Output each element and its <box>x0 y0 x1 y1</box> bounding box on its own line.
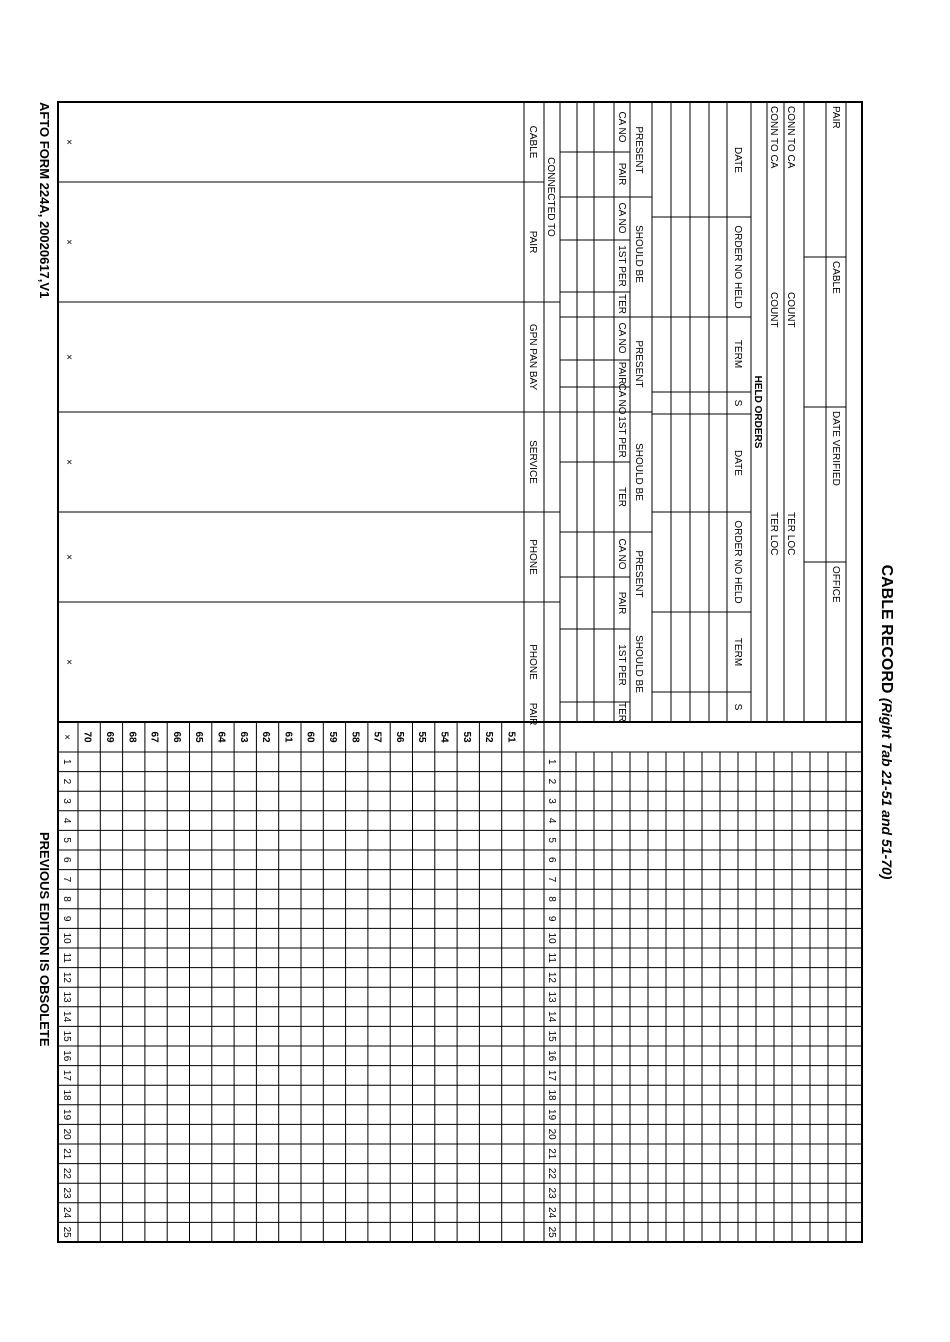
position-number-bottom: 12 <box>61 971 72 983</box>
position-number-top: 20 <box>546 1128 557 1140</box>
ho-order-1: ORDER NO HELD <box>732 225 743 309</box>
pair-number: 56 <box>393 731 405 743</box>
pair-number: 66 <box>170 731 182 743</box>
col-phone-2: PHONE <box>527 644 538 680</box>
position-number-bottom: 16 <box>61 1050 72 1062</box>
position-number-bottom: 15 <box>61 1030 72 1042</box>
position-number-top: 17 <box>546 1069 557 1081</box>
position-number-top: 6 <box>546 857 557 863</box>
position-number-top: 9 <box>546 915 557 922</box>
pair-number: 59 <box>326 731 338 743</box>
pair-label: PAIR <box>830 106 841 129</box>
position-number-top: 8 <box>546 896 557 902</box>
ca-no-3: CA NO <box>616 322 627 354</box>
should-be-2: SHOULD BE <box>633 443 644 501</box>
ca-no-1: CA NO <box>616 111 627 143</box>
position-number-top: 10 <box>546 932 557 944</box>
conn-to-ca-1: CONN TO CA <box>785 106 796 169</box>
present-1: PRESENT <box>633 126 644 174</box>
position-number-bottom: 18 <box>61 1089 72 1101</box>
position-number-top: 5 <box>546 837 557 843</box>
should-be-3: SHOULD BE <box>633 635 644 693</box>
office-label: OFFICE <box>830 566 841 603</box>
header-panel <box>58 102 862 725</box>
position-number-bottom: 14 <box>61 1011 72 1023</box>
edition-note: PREVIOUS EDITION IS OBSOLETE <box>37 832 52 1047</box>
col-pair: PAIR <box>527 230 538 254</box>
ca-no-2: CA NO <box>616 202 627 234</box>
form-title: CABLE RECORD (Right Tab 21-51 and 51-70) <box>878 564 895 880</box>
pair-number: 70 <box>81 731 93 743</box>
ter-loc-2: TER LOC <box>768 512 779 556</box>
col-gpn-pan-bay: GPN PAN BAY <box>527 323 538 391</box>
position-number-bottom: 17 <box>61 1069 72 1081</box>
cable-label: CABLE <box>830 261 841 294</box>
count-2: COUNT <box>768 292 779 328</box>
pair-number: 58 <box>349 731 361 743</box>
position-number-bottom: 23 <box>61 1187 72 1199</box>
position-number-top: 4 <box>546 817 557 824</box>
ho-term-1: TERM <box>732 339 743 369</box>
position-number-top: 11 <box>546 952 557 963</box>
position-number-top: 16 <box>546 1050 557 1062</box>
position-number-bottom: 4 <box>61 817 72 824</box>
ho-date-2: DATE <box>732 450 743 476</box>
pair-number: 54 <box>438 731 450 743</box>
pair-number: 55 <box>416 731 428 743</box>
date-verified-label: DATE VERIFIED <box>830 411 841 486</box>
ca-no-4: CA NO <box>616 383 627 415</box>
rotated-form-body <box>37 102 895 1242</box>
position-number-top: 13 <box>546 991 557 1003</box>
col-service: SERVICE <box>527 440 538 484</box>
position-number-top: 1 <box>546 759 557 765</box>
position-number-bottom: 3 <box>61 798 72 804</box>
position-number-top: 25 <box>546 1226 557 1238</box>
ca-no-5: CA NO <box>616 538 627 570</box>
position-number-top: 12 <box>546 971 557 983</box>
position-number-bottom: 25 <box>61 1226 72 1238</box>
position-number-bottom: 6 <box>61 857 72 863</box>
pair-number: 65 <box>193 731 205 743</box>
first-per-3: 1ST PER <box>616 644 627 686</box>
first-per-2: 1ST PER <box>616 416 627 458</box>
ho-order-2: ORDER NO HELD <box>732 520 743 604</box>
ter-loc-1: TER LOC <box>785 512 796 556</box>
position-number-bottom: 10 <box>61 932 72 944</box>
position-number-bottom: 5 <box>61 837 72 843</box>
position-number-top: 2 <box>546 778 557 785</box>
pair-number: 63 <box>237 731 249 743</box>
pair-number: 68 <box>126 731 138 743</box>
position-number-bottom: 11 <box>61 952 72 963</box>
position-number-top: 18 <box>546 1089 557 1101</box>
position-number-bottom: 13 <box>61 991 72 1003</box>
position-number-top: 3 <box>546 798 557 804</box>
ter-3: TER <box>616 702 627 722</box>
position-number-top: 23 <box>546 1187 557 1199</box>
col-phone-1: PHONE <box>527 539 538 575</box>
col-pair-right: PAIR <box>527 702 538 726</box>
pair-number: 60 <box>304 731 316 743</box>
x-mark: × <box>63 139 74 145</box>
position-number-bottom: 2 <box>61 778 72 785</box>
position-number-top: 19 <box>546 1109 557 1121</box>
count-1: COUNT <box>785 292 796 328</box>
pair-3: PAIR <box>616 591 627 615</box>
ho-term-2: TERM <box>732 637 743 667</box>
position-number-top: 22 <box>546 1167 557 1179</box>
position-number-bottom: 8 <box>61 896 72 902</box>
pair-position-grid <box>58 722 862 1242</box>
x-mark: × <box>63 554 74 560</box>
ter-1: TER <box>616 294 627 314</box>
position-number-bottom: 19 <box>61 1109 72 1121</box>
pair-number: 61 <box>282 731 294 743</box>
should-be-1: SHOULD BE <box>633 225 644 283</box>
x-mark: × <box>63 459 74 465</box>
pair-number: 62 <box>260 731 272 743</box>
position-number-bottom: 21 <box>61 1148 72 1160</box>
pair-number: 57 <box>371 731 383 743</box>
position-number-top: 21 <box>546 1148 557 1160</box>
position-number-top: 15 <box>546 1030 557 1042</box>
conn-to-ca-2: CONN TO CA <box>768 106 779 169</box>
pair-number: 51 <box>505 731 517 743</box>
position-number-top: 7 <box>546 876 557 883</box>
pair-1: PAIR <box>616 162 627 186</box>
first-per-1: 1ST PER <box>616 245 627 287</box>
x-mark: × <box>63 354 74 360</box>
position-number-top: 14 <box>546 1011 557 1023</box>
pair-number: 52 <box>483 731 495 743</box>
ter-2: TER <box>616 487 627 507</box>
position-number-bottom: 24 <box>61 1207 72 1219</box>
pair-number: 64 <box>215 731 227 743</box>
position-number-top: 24 <box>546 1207 557 1219</box>
position-number-bottom: 20 <box>61 1128 72 1140</box>
col-cable: CABLE <box>527 125 538 159</box>
x-mark: × <box>61 734 72 740</box>
form-id: AFTO FORM 224A, 20020617,V1 <box>37 102 52 299</box>
x-mark: × <box>63 239 74 245</box>
pair-number: 53 <box>460 731 472 743</box>
present-3: PRESENT <box>633 550 644 598</box>
position-number-bottom: 1 <box>61 759 72 765</box>
held-orders-title: HELD ORDERS <box>752 375 763 449</box>
ho-date-1: DATE <box>732 147 743 173</box>
x-mark: × <box>63 659 74 665</box>
pair-2: PAIR <box>616 361 627 385</box>
position-number-bottom: 7 <box>61 876 72 883</box>
connected-to-label: CONNECTED TO <box>545 157 556 237</box>
ho-s-2: S <box>732 703 743 711</box>
position-number-bottom: 22 <box>61 1167 72 1179</box>
ho-s-1: S <box>732 399 743 407</box>
position-number-bottom: 9 <box>61 915 72 922</box>
pair-number: 69 <box>103 731 115 743</box>
present-2: PRESENT <box>633 340 644 388</box>
pair-number: 67 <box>148 731 160 743</box>
